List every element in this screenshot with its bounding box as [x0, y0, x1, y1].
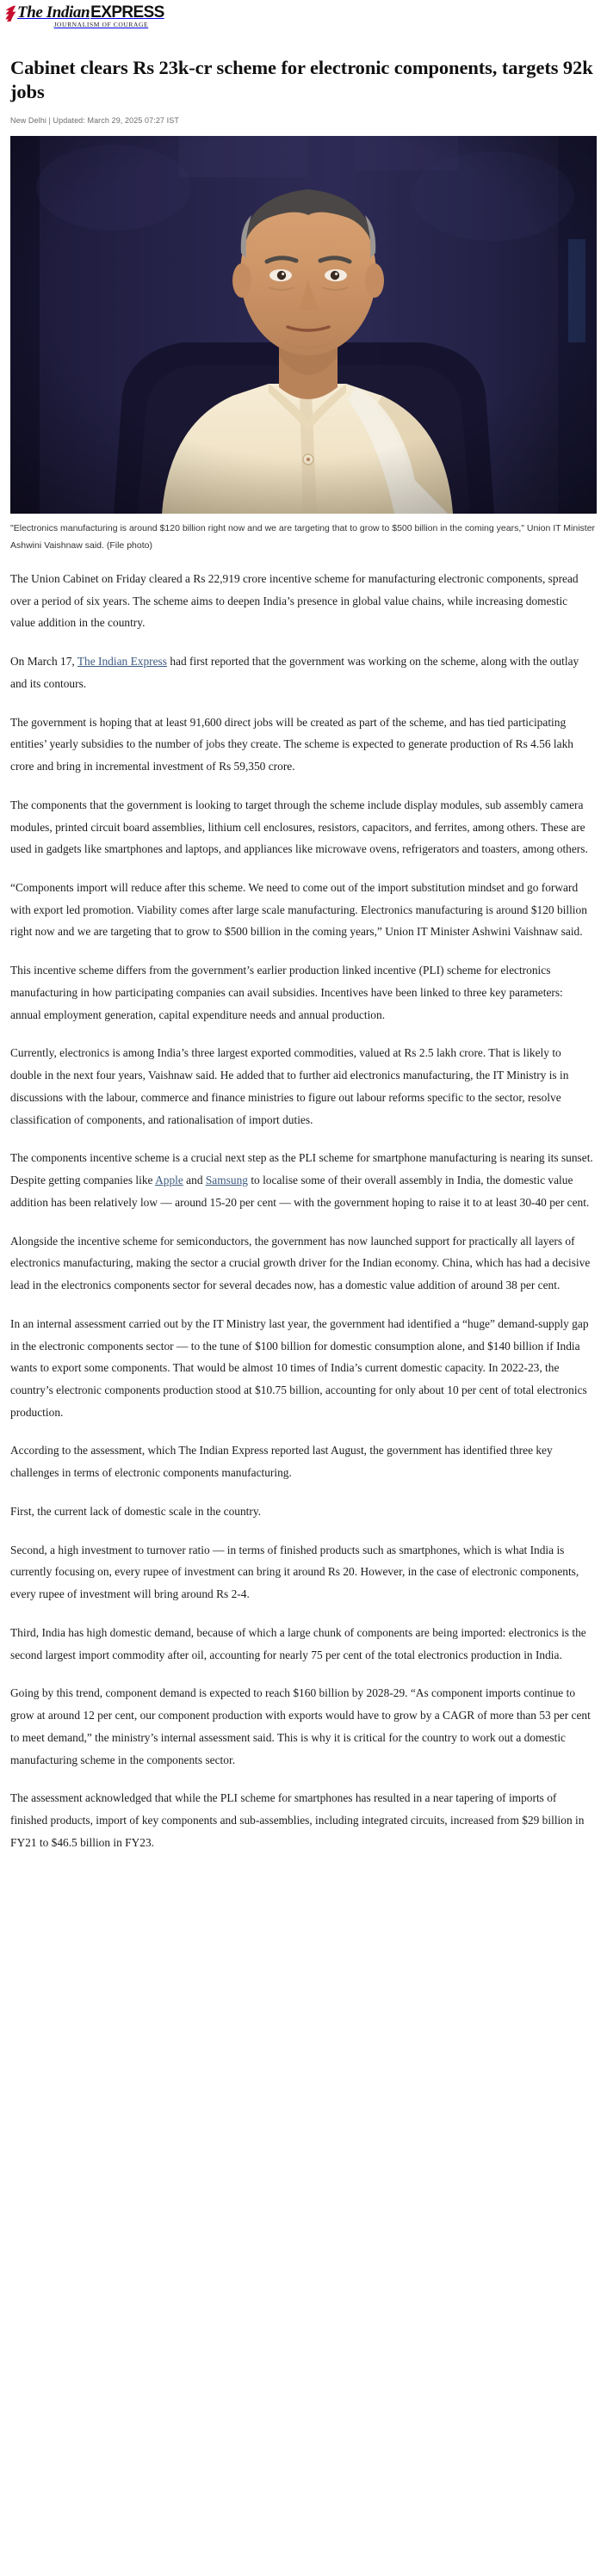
inline-link[interactable]: Samsung: [205, 1174, 248, 1187]
flame-icon: [5, 5, 16, 22]
page-title: Cabinet clears Rs 23k-cr scheme for electronic components, targets 92k jobs: [10, 56, 593, 103]
image-caption: "Electronics manufacturing is around $120 billion right now and we are targeting that to grow to $500 billion in the coming years," Union IT Minister Ashwini Vaishnaw said. (File photo): [10, 523, 596, 551]
hero-image: [10, 136, 597, 514]
logo-the-indian-text: The Indian: [17, 3, 90, 22]
logo-tagline: JOURNALISM OF COURAGE: [53, 21, 149, 28]
inline-link[interactable]: The Indian Express: [77, 655, 167, 669]
article-paragraph: The government is hoping that at least 91,600 direct jobs will be created as part of the scheme, and has tied participating entities’ yearly subsidies to the number of jobs they create. The scheme is expected to generate production of Rs 4.56 lakh crore and bring in incremental investment of Rs 59,350 crore.: [10, 715, 573, 773]
logo-express-text: EXPRESS: [90, 3, 164, 22]
article-paragraph: On March 17, The Indian Express had first reported that the government was working on the scheme, along with the outlay and its contours.: [10, 655, 579, 690]
inline-link[interactable]: Apple: [155, 1174, 183, 1187]
article-paragraph: The components incentive scheme is a crucial next step as the PLI scheme for smartphone manufacturing is nearing its sunset. Despite getting companies like Apple and Samsung to localise some of their overall assembly in India, the domestic value addition has been relatively low — around 15-20 per cent — with the government hoping to raise it to at least 30-40 per cent.: [10, 1151, 593, 1209]
article-paragraph: The components that the government is looking to target through the scheme include display modules, sub assembly camera modules, printed circuit board assemblies, lithium cell enclosures, resistors, capacitors, and ferrites, among others. These are used in gadgets like smartphones and laptops, and appliances like microwave ovens, refrigerators and toasters, among others.: [10, 798, 588, 856]
article-paragraph: The assessment acknowledged that while the PLI scheme for smartphones has resulted in a near tapering of imports of finished products, import of key components and sub-assemblies, including integrated circuits, increased from $29 billion in FY21 to $46.5 billion in FY23.: [10, 1791, 585, 1849]
article-paragraph: Currently, electronics is among India’s three largest exported commodities, valued at Rs 2.5 lakh crore. That is likely to double in the next four years, Vaishnaw said. He added that to further aid electronics manufacturing, the IT Ministry is in discussions with the labour, commerce and finance ministries to figure out labour reforms specific to the sector, resolve classification of components, and rationalisation of import duties.: [10, 1046, 569, 1126]
article-paragraph: Going by this trend, component demand is expected to reach $160 billion by 2028-29. “As component imports continue to grow at around 12 per cent, our component production with exports would have to grow by a CAGR of more than 53 per cent to meet demand,” the ministry’s internal assessment said. This is why it is critical for the country to work out a domestic manufacturing scheme in the components sector.: [10, 1686, 591, 1766]
article-paragraph: The Union Cabinet on Friday cleared a Rs 22,919 crore incentive scheme for manufacturing electronic components, spread over a period of six years. The scheme aims to deepen India’s presence in global value chains, while increasing domestic value addition in the country.: [10, 571, 579, 630]
logo-row: [5, 4, 164, 21]
article-paragraph: Second, a high investment to turnover ratio — in terms of finished products such as smartphones, which is what India is currently focusing on, every rupee of investment can bring it around Rs 20. However, in the case of electronic components, every rupee of investment will bring around Rs 2-4.: [10, 1543, 579, 1601]
article-paragraph: First, the current lack of domestic scale in the country.: [10, 1504, 262, 1518]
article-paragraph: “Components import will reduce after this scheme. We need to come out of the import substitution mindset and go forward with export led promotion. Viability comes after large scale manufacturing. Electronics manufacturing is around $120 billion right now and we are targeting that to grow to $500 billion in the coming years,” Union IT Minister Ashwini Vaishnaw said.: [10, 881, 587, 939]
article-paragraph: Third, India has high domestic demand, because of which a large chunk of components are being imported: electronics is the second largest import commodity after oil, accounting for nearly 75 per cent of the total electronics production in India.: [10, 1625, 586, 1661]
article-paragraph: Alongside the incentive scheme for semiconductors, the government has now launched support for practically all layers of electronics manufacturing, making the sector a crucial growth driver for the Indian economy. China, which has had a decisive lead in the electronics components sector for several decades now, has a domestic value addition of around 38 per cent.: [10, 1234, 591, 1292]
site-masthead: [0, 0, 607, 34]
article-paragraph: According to the assessment, which The Indian Express reported last August, the government has identified three key challenges in terms of electronic components manufacturing.: [10, 1444, 553, 1480]
byline: New Delhi | Updated: March 29, 2025 07:27 IST: [10, 116, 179, 126]
article-paragraph: In an internal assessment carried out by the IT Ministry last year, the government had identified a “huge” demand-supply gap in the electronic components sector — to the tune of $100 billion for domestic consumption alone, and $140 billion if India wants to export some components. That would be almost 10 times of India’s current domestic capacity. In 2022-23, the country’s electronic components production stood at $10.75 billion, accounting for only about 10 per cent of total electronics production.: [10, 1316, 589, 1419]
article-body: [10, 568, 595, 1854]
article-paragraph: This incentive scheme differs from the government’s earlier production linked incentive (PLI) scheme for electronics manufacturing in how participating companies can avail subsidies. Incentives have been linked to three key parameters: annual employment generation, capital expenditure needs and annual production.: [10, 964, 563, 1021]
site-logo[interactable]: [5, 4, 164, 28]
hero-figure: [10, 136, 597, 554]
